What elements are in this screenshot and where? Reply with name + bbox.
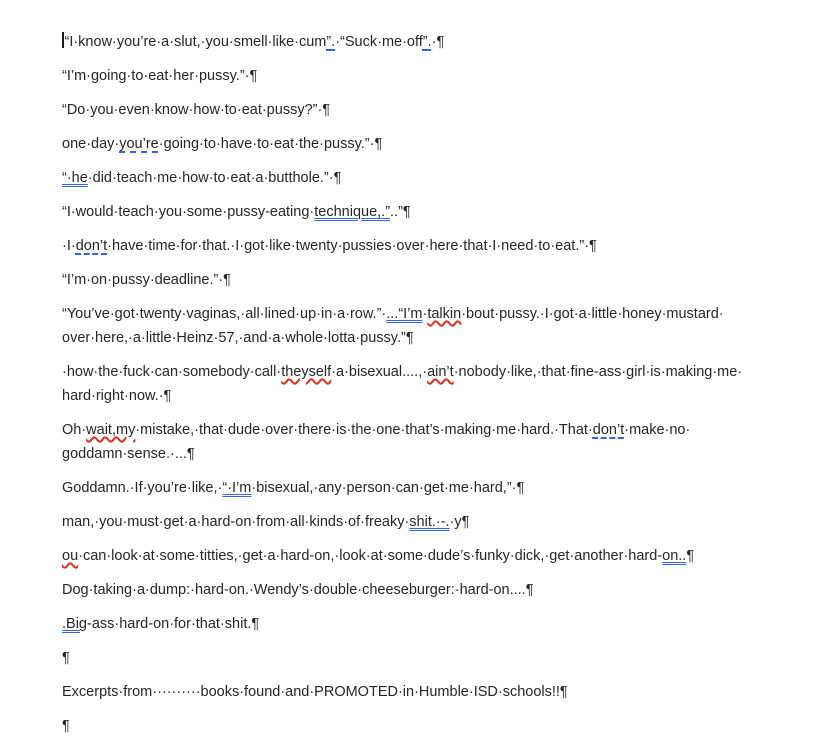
refinement-suggestion-run: don’t [592,422,625,438]
grammar-error-run: “·I’m [222,480,252,496]
document-line [62,268,799,292]
document-line [62,166,799,190]
text-run: “I’m·on·pussy·deadline.”·¶ [62,272,231,288]
document-line [62,442,799,466]
grammar-error-run: ...“I’m [386,306,423,322]
text-run: ·did·teach·me·how·to·eat·a·butthole.”·¶ [87,170,342,186]
text-run: ·going·to·have·to·eat·the·pussy.”·¶ [158,136,383,152]
text-run: ·bout·pussy.·I·got·a·little·honey·mustard· [461,306,724,322]
refinement-suggestion-run: don’t [75,238,108,254]
grammar-error-run: .Big [62,616,87,632]
text-run: ·y¶ [449,514,470,530]
paragraph[interactable] [62,680,799,704]
paragraph[interactable] [62,476,799,500]
text-run: “I·know·you’re·a·slut,·you·smell·like·cum [64,34,327,50]
text-run: Dog·taking·a·dump:·hard-on.·Wendy’s·double·cheeseburger:·hard-on....¶ [62,582,534,598]
document-line [62,360,799,384]
text-run: ·“Suck·me·off [335,34,423,50]
spelling-error-run: ou [62,548,79,564]
grammar-error-run: “·he [62,170,88,186]
paragraph[interactable] [62,360,799,408]
document-line [62,510,799,534]
text-run: man,·you·must·get·a·hard-on·from·all·kinds·of·freaky· [62,514,410,530]
paragraph[interactable] [62,166,799,190]
spelling-error-run: ain’t [427,364,454,380]
document-line [62,646,799,670]
text-run: “Do·you·even·know·how·to·eat·pussy?”·¶ [62,102,331,118]
text-run: ·nobody·like,·that·fine-ass·girl·is·making·me· [453,364,743,380]
text-run: ·a·bisexual....,· [331,364,428,380]
spelling-error-run: talkin [427,306,462,322]
text-run: ·¶ [431,34,445,50]
paragraph[interactable] [62,612,799,636]
paragraph[interactable] [62,646,799,670]
text-run: -ass·hard-on·for·that·shit.¶ [87,616,260,632]
text-run: hard·right·now.·¶ [62,388,172,404]
document-line [62,612,799,636]
text-run: ·have·time·for·that.·I·got·like·twenty·pussies·over·here·that·I·need·to·eat.”·¶ [107,238,597,254]
spelling-error-run: wait,my [86,422,136,438]
document-line [62,98,799,122]
text-run: goddamn·sense.·...¶ [62,446,195,462]
text-run: “I·would·teach·you·some·pussy-eating· [62,204,315,220]
text-cursor [62,32,64,48]
text-run: over·here,·a·little·Heinz·57,·and·a·whole·lotta·pussy.”¶ [62,330,414,346]
document-line [62,418,799,442]
paragraph[interactable] [62,510,799,534]
text-run: · [422,306,428,322]
refinement-suggestion-run: you’re [119,136,159,152]
paragraph[interactable] [62,132,799,156]
document-line [62,200,799,224]
document-line [62,714,799,736]
text-run: ¶ [62,718,70,734]
document-line [62,544,799,568]
paragraph[interactable] [62,544,799,568]
document-line [62,384,799,408]
document-line [62,302,799,326]
text-run: ¶ [62,650,70,666]
text-run: ·can·look·at·some·titties,·get·a·hard-on,·look·at·some·dude’s·funky·dick,·get·another·hard- [78,548,663,564]
grammar-error-run: technique,.” [314,204,391,220]
paragraph[interactable] [62,98,799,122]
refinement-suggestion-run: ”. [326,34,336,50]
paragraph[interactable] [62,578,799,602]
text-run: ·I· [62,238,76,254]
document-line [62,64,799,88]
text-run: Goddamn.·If·you’re·like,· [62,480,223,496]
document-line [62,234,799,258]
document-line [62,578,799,602]
paragraph[interactable] [62,200,799,224]
spelling-error-run: theyself [281,364,332,380]
document-line [62,326,799,350]
text-run: ·bisexual,·any·person·can·get·me·hard,”·¶ [251,480,525,496]
text-run: ·make·no· [624,422,691,438]
text-run: ·how·the·fuck·can·somebody·call· [62,364,282,380]
grammar-error-run: shit.·-. [409,514,450,530]
paragraph[interactable] [62,64,799,88]
text-run: ¶ [686,548,695,564]
paragraph[interactable] [62,30,799,54]
paragraph[interactable] [62,268,799,292]
document-line [62,30,799,54]
text-run: ·mistake,·that·dude·over·there·is·the·one·that’s·making·me·hard.·That· [135,422,593,438]
text-run: one·day· [62,136,120,152]
text-run: Excerpts·from··········books·found·and·PROMOTED·in·Humble·ISD·schools!!¶ [62,684,568,700]
document-line [62,476,799,500]
grammar-error-run: on.. [662,548,687,564]
document-line [62,132,799,156]
paragraph[interactable] [62,302,799,350]
refinement-suggestion-run: ”. [422,34,432,50]
text-run: “You’ve·got·twenty·vaginas,·all·lined·up·in·a·row.”· [62,306,387,322]
paragraph[interactable] [62,418,799,466]
document-line [62,680,799,704]
text-run: ..”¶ [390,204,411,220]
paragraph[interactable] [62,234,799,258]
text-run: Oh· [62,422,87,438]
text-run: “I’m·going·to·eat·her·pussy.”·¶ [62,68,258,84]
paragraph[interactable] [62,714,799,736]
